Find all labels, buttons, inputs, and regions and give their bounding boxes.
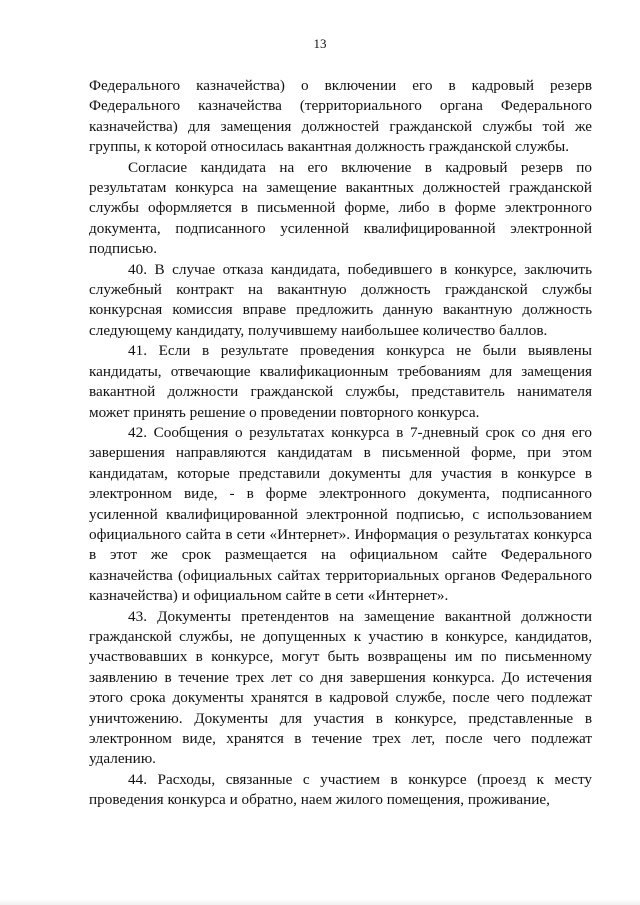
paragraph-44: 44. Расходы, связанные с участием в конкурсе (проезд к месту проведения конкурса и обратно, наем жилого помещения, проживание, (89, 770, 592, 809)
paragraph-40: 40. В случае отказа кандидата, победившего в конкурсе, заключить служебный контракт на вакантную должность гражданской службы конкурсная комиссия вправе предложить данную вакантную должность следующему кандидату, получившему наибольшее количество баллов. (89, 260, 592, 339)
paragraph-continuation: Федерального казначейства) о включении его в кадровый резерв Федерального казначейства (территориального органа Федерального казначейства) для замещения должностей гражданской службы той же группы, к которой относилась вакантная должность гражданской службы. (89, 77, 592, 156)
paragraph-42: 42. Сообщения о результатах конкурса в 7-дневный срок со дня его завершения направляются кандидатам в письменной форме, при этом кандидатам, которые представили документы для участия в конкурсе в электронном виде, - в форме электронного документа, подписанного усиленной квалифицированной электронной подписью, с использованием официального сайта в сети «Интернет». Информация о результатах конкурса в этот же срок размещается на официальном сайте Федерального казначейства (официальных сайтах территориальных органов Федерального казначейства) и официальном сайте в сети «Интернет». (89, 423, 592, 605)
scan-shadow (0, 899, 640, 905)
page-number: 13 (313, 36, 327, 51)
paragraph-43: 43. Документы претендентов на замещение вакантной должности гражданской службы, не допущенных к участию в конкурсе, кандидатов, участвовавших в конкурсе, могут быть возвращены им по письменному заявлению в течение трех лет со дня завершения конкурса. До истечения этого срока документы хранятся в кадровой службе, после чего подлежат уничтожению. Документы для участия в конкурсе, представленные в электронном виде, хранятся в течение трех лет, после чего подлежат удалению. (89, 607, 592, 768)
paragraph-consent: Согласие кандидата на его включение в кадровый резерв по результатам конкурса на замещение вакантных должностей гражданской службы оформляется в письменной форме, либо в форме электронного документа, подписанного усиленной квалифицированной электронной подписью. (89, 158, 592, 258)
document-body (89, 76, 592, 811)
paragraph-41: 41. Если в результате проведения конкурса не были выявлены кандидаты, отвечающие квалификационным требованиям для замещения вакантной должности гражданской службы, представитель нанимателя может принять решение о проведении повторного конкурса. (89, 342, 592, 421)
